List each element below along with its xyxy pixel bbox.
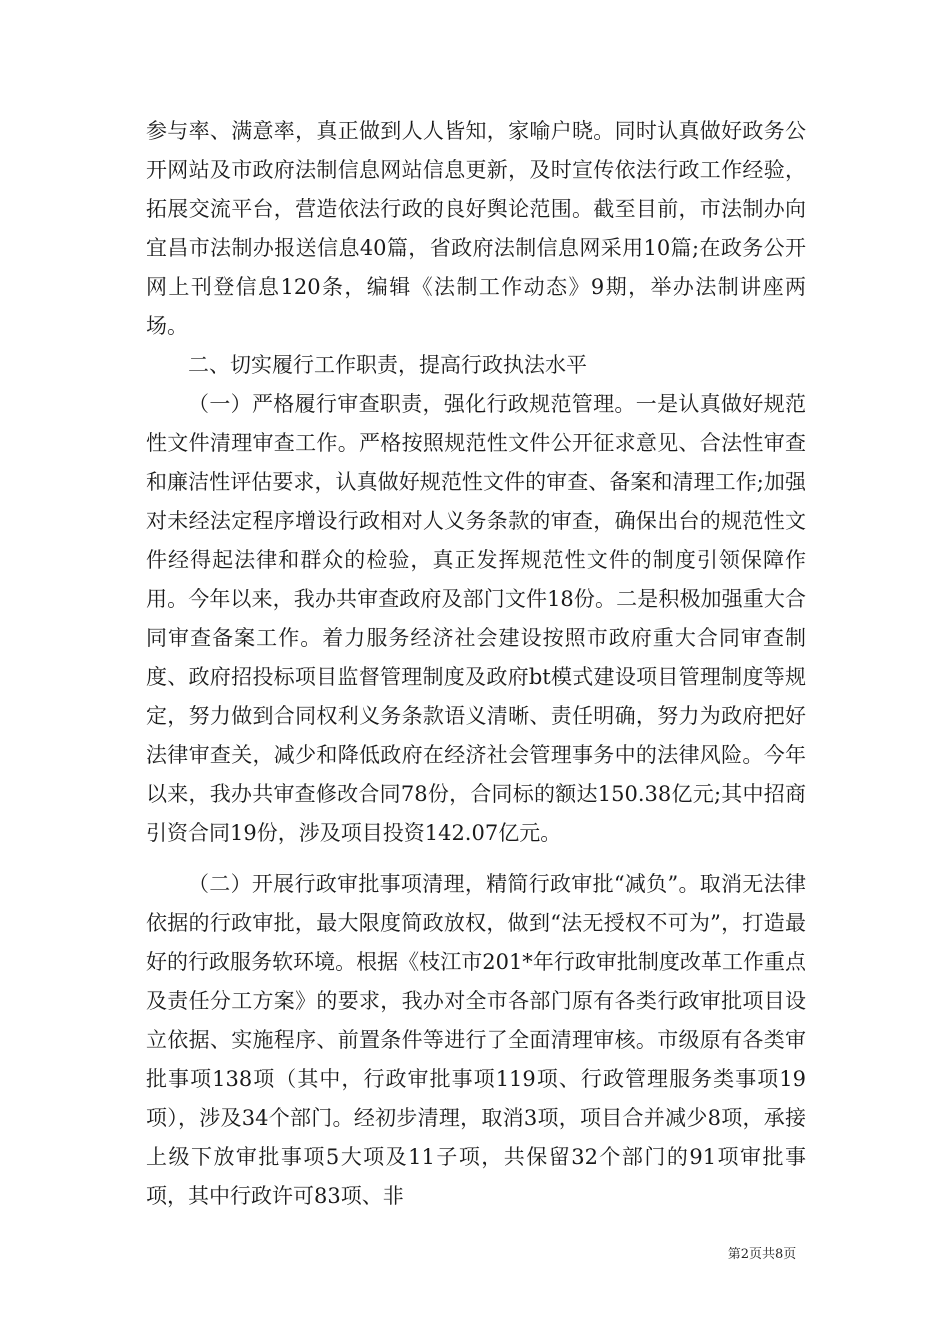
page-footer (0, 1243, 950, 1262)
document-body (146, 112, 806, 1216)
paragraph-approval-cleanup: （二）开展行政审批事项清理，精简行政审批“减负”。取消无法律依据的行政审批，最大限度简政放权，做到“法无授权不可为”，打造最好的行政服务软环境。根据《枝江市201*年行政审批制度改革工作重点及责任分工方案》的要求，我办对全市各部门原有各类行政审批项目设立依据、实施程序、前置条件等进行了全面清理审核。市级原有各类审批事项138项（其中，行政审批事项119项、行政管理服务类事项19项），涉及34个部门。经初步清理，取消3项，项目合并减少8项，承接上级下放审批事项5大项及11子项，共保留32个部门的91项审批事项，其中行政许可83项、非 (146, 872, 806, 1208)
page-number: 第2页共8页 (727, 1247, 797, 1262)
section-heading: 二、切实履行工作职责，提高行政执法水平 (188, 353, 587, 377)
paragraph-review-duties: （一）严格履行审查职责，强化行政规范管理。一是认真做好规范性文件清理审查工作。严格按照规范性文件公开征求意见、合法性审查和廉洁性评估要求，认真做好规范性文件的审查、备案和清理工作;加强对未经法定程序增设行政相对人义务条款的审查，确保出台的规范性文件经得起法律和群众的检验，真正发挥规范性文件的制度引领保障作用。今年以来，我办共审查政府及部门文件18份。二是积极加强重大合同审查备案工作。着力服务经济社会建设按照市政府重大合同审查制度、政府招投标项目监督管理制度及政府bt模式建设项目管理制度等规定，努力做到合同权利义务条款语义清晰、责任明确，努力为政府把好法律审查关，减少和降低政府在经济社会管理事务中的法律风险。今年以来，我办共审查修改合同78份，合同标的额达150.38亿元;其中招商引资合同19份，涉及项目投资142.07亿元。 (146, 392, 806, 845)
paragraph-publicity: 参与率、满意率，真正做到人人皆知，家喻户晓。同时认真做好政务公开网站及市政府法制信息网站信息更新，及时宣传依法行政工作经验，拓展交流平台，营造依法行政的良好舆论范围。截至目前，市法制办向宜昌市法制办报送信息40篇，省政府法制信息网采用10篇;在政务公开网上刊登信息120条，编辑《法制工作动态》9期，举办法制讲座两场。 (146, 119, 806, 338)
